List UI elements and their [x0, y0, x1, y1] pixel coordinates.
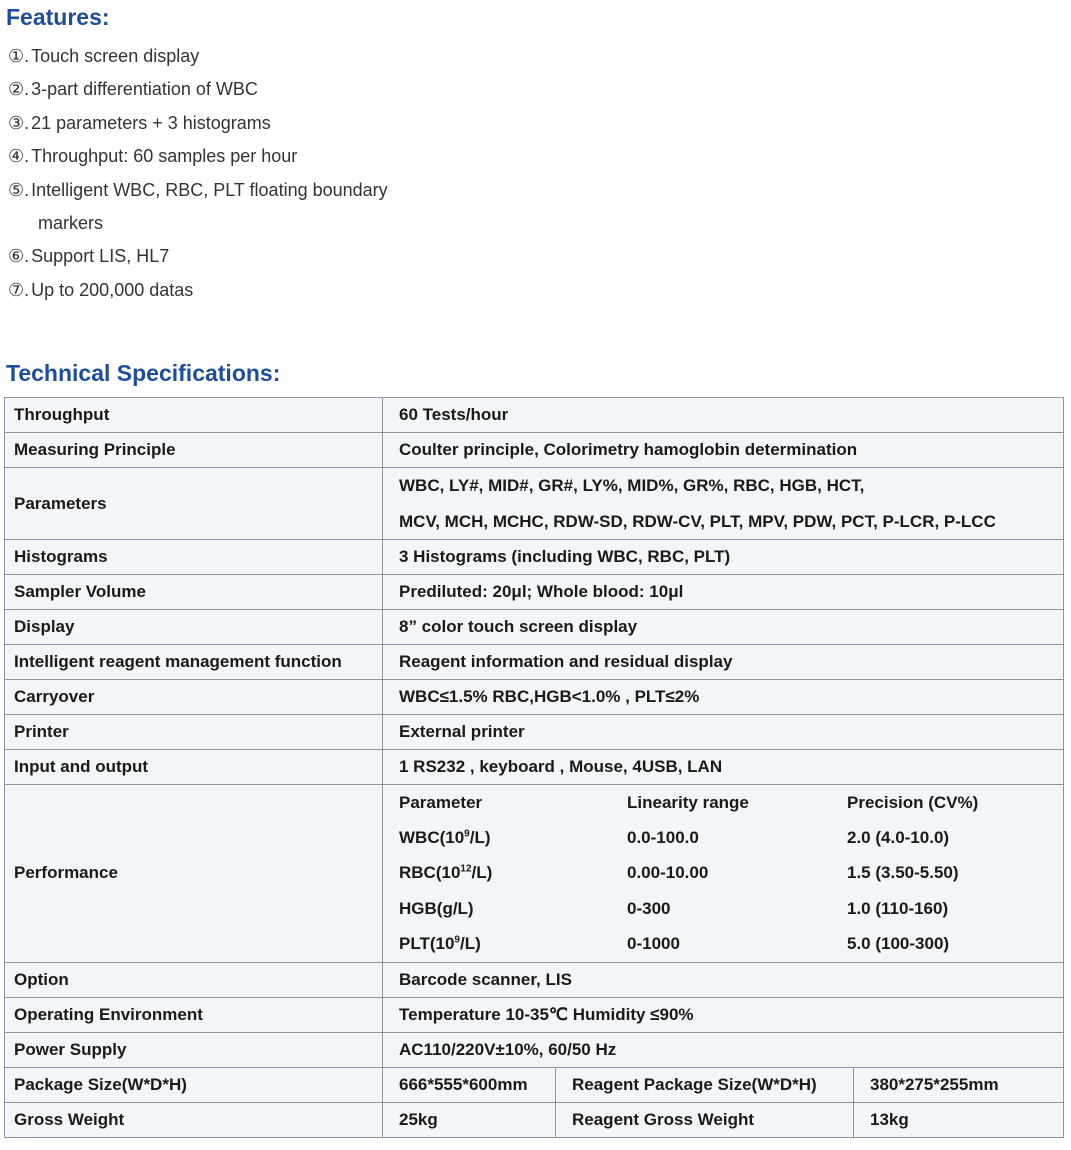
table-row	[5, 962, 1064, 997]
feature-item	[8, 240, 568, 273]
table-row	[5, 468, 1064, 540]
feature-number: ②.	[8, 79, 30, 100]
table-row	[5, 1102, 1064, 1137]
table-row	[5, 750, 1064, 785]
feature-text: 3-part differentiation of WBC	[31, 79, 258, 100]
table-row	[5, 610, 1064, 645]
performance-precision: 2.0 (4.0-10.0)	[847, 828, 950, 848]
spec-value: 8” color touch screen display	[383, 610, 1064, 645]
spec-label: Intelligent reagent management function	[5, 645, 383, 680]
performance-range: 0.0-100.0	[627, 828, 699, 848]
feature-text: Support LIS, HL7	[31, 246, 170, 267]
performance-row	[399, 820, 1054, 855]
performance-row	[399, 891, 1054, 926]
table-row	[5, 997, 1064, 1032]
parameters-line-1: WBC, LY#, MID#, GR#, LY%, MID%, GR%, RBC, HGB, HCT,	[399, 476, 865, 495]
feature-item-continuation: markers	[38, 213, 104, 234]
feature-number: ⑦.	[8, 279, 30, 300]
performance-range: 0-1000	[627, 934, 680, 954]
performance-precision: 1.0 (110-160)	[847, 898, 949, 918]
spec-label-secondary: Reagent Gross Weight	[556, 1102, 854, 1137]
table-row	[5, 715, 1064, 750]
spec-label: Carryover	[5, 680, 383, 715]
feature-item	[8, 140, 568, 173]
feature-text: Intelligent WBC, RBC, PLT floating boundary	[31, 179, 388, 200]
feature-number: ⑥.	[8, 246, 30, 267]
spec-label: Power Supply	[5, 1032, 383, 1067]
spec-value-secondary: 13kg	[854, 1102, 1064, 1137]
parameters-line-2: MCV, MCH, MCHC, RDW-SD, RDW-CV, PLT, MPV, PDW, PCT, P-LCR, P-LCC	[399, 511, 996, 531]
specs-heading: Technical Specifications:	[6, 360, 281, 386]
table-row	[5, 398, 1064, 433]
spec-label: Parameters	[5, 468, 383, 540]
table-row	[5, 680, 1064, 715]
spec-label: Package Size(W*D*H)	[5, 1067, 383, 1102]
spec-label: Histograms	[5, 540, 383, 575]
performance-row	[399, 927, 1054, 962]
performance-precision: 5.0 (100-300)	[847, 934, 950, 954]
feature-text: Touch screen display	[31, 46, 200, 66]
feature-text: 21 parameters + 3 histograms	[31, 112, 271, 133]
spec-value: AC110/220V±10%, 60/50 Hz	[383, 1032, 1064, 1067]
table-row	[5, 433, 1064, 468]
feature-number: ④.	[8, 146, 30, 167]
performance-range: 0.00-10.00	[627, 863, 709, 883]
table-row	[5, 1067, 1064, 1102]
feature-number: ①.	[8, 46, 30, 66]
table-row	[5, 1032, 1064, 1067]
feature-text: Throughput: 60 samples per hour	[31, 146, 298, 167]
spec-label-secondary: Reagent Package Size(W*D*H)	[556, 1067, 854, 1102]
spec-value	[383, 468, 1064, 540]
spec-value-secondary: 380*275*255mm	[854, 1067, 1064, 1102]
spec-value: 1 RS232 , keyboard , Mouse, 4USB, LAN	[383, 750, 1064, 785]
feature-item	[8, 274, 568, 307]
features-heading: Features:	[6, 4, 110, 30]
table-row	[5, 645, 1064, 680]
feature-text: Up to 200,000 datas	[31, 279, 194, 300]
spec-value: External printer	[383, 715, 1064, 750]
performance-header: Precision (CV%)	[847, 792, 979, 812]
feature-item	[8, 73, 568, 106]
table-row	[5, 575, 1064, 610]
spec-label: Operating Environment	[5, 997, 383, 1032]
spec-label: Measuring Principle	[5, 433, 383, 468]
feature-number: ⑤.	[8, 179, 30, 200]
spec-value: Coulter principle, Colorimetry hamoglobin determination	[383, 433, 1064, 468]
spec-label: Sampler Volume	[5, 575, 383, 610]
performance-param: $RBC(10^{12}/L)$	[399, 863, 493, 883]
performance-row	[399, 856, 1054, 891]
spec-label: Display	[5, 610, 383, 645]
spec-value: Barcode scanner, LIS	[383, 962, 1064, 997]
spec-label: Throughput	[5, 398, 383, 433]
spec-label: Option	[5, 962, 383, 997]
spec-label: Printer	[5, 715, 383, 750]
feature-number: ③.	[8, 112, 30, 133]
feature-item	[8, 174, 568, 207]
performance-precision: 1.5 (3.50-5.50)	[847, 863, 959, 883]
spec-value: Prediluted: 20μl; Whole blood: 10μl	[383, 575, 1064, 610]
feature-list	[8, 40, 568, 307]
spec-value: Temperature 10-35℃ Humidity ≤90%	[383, 997, 1064, 1032]
spec-label: Input and output	[5, 750, 383, 785]
performance-range: 0-300	[627, 898, 671, 918]
performance-param: $WBC(10^9/L)$	[399, 828, 491, 848]
performance-param: HGB(g/L)	[399, 898, 474, 918]
specs-table	[4, 397, 1064, 1138]
spec-label: Gross Weight	[5, 1102, 383, 1137]
spec-label: Performance	[5, 785, 383, 963]
spec-value: 666*555*600mm	[383, 1067, 556, 1102]
performance-table	[399, 785, 1054, 962]
table-row	[5, 785, 1064, 963]
spec-value: 25kg	[383, 1102, 556, 1137]
feature-item	[8, 107, 568, 140]
performance-header: Linearity range	[627, 792, 749, 812]
spec-value: 3 Histograms (including WBC, RBC, PLT)	[383, 540, 1064, 575]
spec-value: 60 Tests/hour	[383, 398, 1064, 433]
performance-param: $PLT(10^9/L)$	[399, 934, 481, 954]
spec-value: WBC≤1.5% RBC,HGB<1.0% , PLT≤2%	[383, 680, 1064, 715]
performance-header-row	[399, 785, 1054, 820]
spec-value	[383, 785, 1064, 963]
table-row	[5, 540, 1064, 575]
performance-header: Parameter	[399, 792, 483, 812]
spec-value: Reagent information and residual display	[383, 645, 1064, 680]
feature-item	[8, 40, 568, 73]
